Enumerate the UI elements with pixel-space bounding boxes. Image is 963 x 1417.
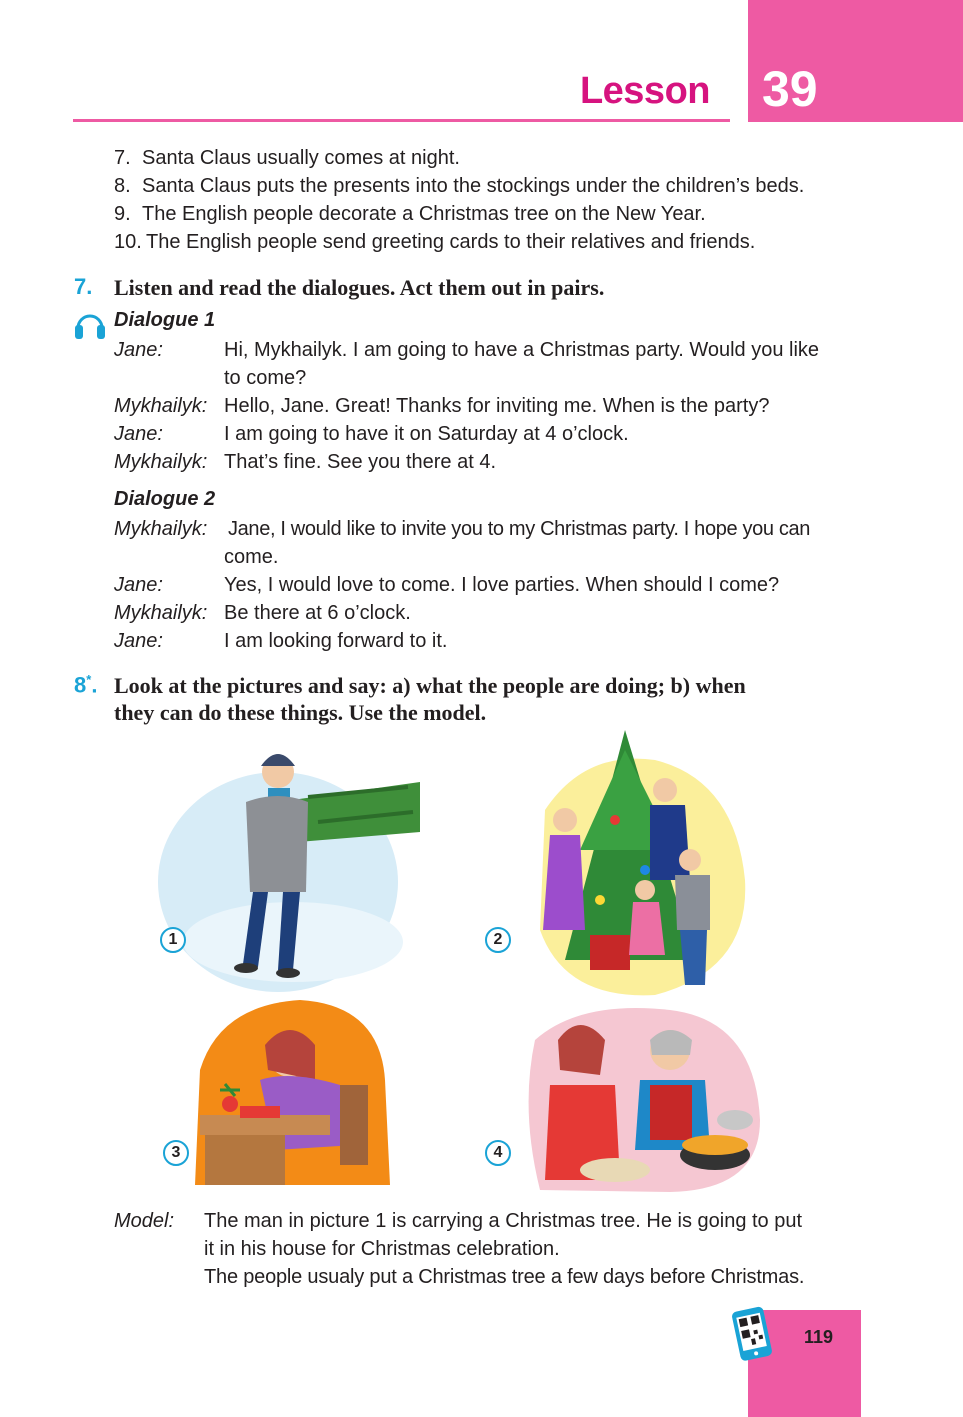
list-item: 10. The English people send greeting cards to their relatives and friends. xyxy=(114,231,756,253)
exercise-title: Look at the pictures and say: a) what the people are doing; b) when xyxy=(114,673,746,698)
picture-family-decorating-tree xyxy=(525,730,755,1000)
exercise-title-continuation: they can do these things. Use the model. xyxy=(114,700,487,725)
picture-women-cooking xyxy=(520,1000,765,1192)
speaker-label: Jane: xyxy=(114,423,163,445)
dialogue-line: Hi, Mykhailyk. I am going to have a Christmas party. Would you like xyxy=(224,339,820,361)
exercise-number: 7. xyxy=(74,274,93,299)
dialogue-line-continuation: come. xyxy=(224,546,279,568)
exercise-number: 8*. xyxy=(74,672,98,698)
dialogue-line: I am going to have it on Saturday at 4 o’clock. xyxy=(224,423,629,445)
lesson-label: Lesson xyxy=(579,70,710,112)
speaker-label: Jane: xyxy=(114,339,163,361)
model-text-continuation: it in his house for Christmas celebration. xyxy=(204,1238,560,1260)
header-divider xyxy=(73,119,730,122)
dialogue-line: Jane, I would like to invite you to my Christmas party. I hope you can xyxy=(228,518,811,540)
picture-badge-4: 4 xyxy=(485,1140,511,1166)
dialogue-line-continuation: to come? xyxy=(224,367,307,389)
list-item: 7. Santa Claus usually comes at night. xyxy=(114,147,460,169)
lesson-number: 39 xyxy=(762,61,818,117)
picture-badge-1: 1 xyxy=(160,927,186,953)
list-item: 9. The English people decorate a Christmas tree on the New Year. xyxy=(114,203,706,225)
list-item: 8. Santa Claus puts the presents into the stockings under the children’s beds. xyxy=(114,175,805,197)
dialogue-line: Be there at 6 o’clock. xyxy=(224,602,411,624)
dialogue-title: Dialogue 1 xyxy=(114,309,216,331)
picture-woman-writing-card xyxy=(180,1000,392,1185)
dialogue-line: Hello, Jane. Great! Thanks for inviting me. When is the party? xyxy=(224,395,770,417)
speaker-label: Mykhailyk: xyxy=(114,518,208,540)
dialogue-line: Yes, I would love to come. I love parties. When should I come? xyxy=(224,574,780,596)
model-text: The man in picture 1 is carrying a Christmas tree. He is going to put xyxy=(204,1210,803,1232)
headphones-icon xyxy=(73,308,107,340)
dialogue-line: I am looking forward to it. xyxy=(224,630,448,652)
exercise-title: Listen and read the dialogues. Act them out in pairs. xyxy=(114,275,605,300)
speaker-label: Jane: xyxy=(114,574,163,596)
dialogue-line: That’s fine. See you there at 4. xyxy=(224,451,497,473)
picture-badge-2: 2 xyxy=(485,927,511,953)
page-number: 119 xyxy=(804,1327,834,1347)
model-text-continuation: The people usualy put a Christmas tree a few days before Christmas. xyxy=(204,1266,805,1288)
speaker-label: Jane: xyxy=(114,630,163,652)
speaker-label: Mykhailyk: xyxy=(114,395,208,417)
dialogue-title: Dialogue 2 xyxy=(114,488,216,510)
picture-man-carrying-tree xyxy=(158,742,420,992)
model-label: Model: xyxy=(114,1210,175,1232)
speaker-label: Mykhailyk: xyxy=(114,451,208,473)
picture-badge-3: 3 xyxy=(163,1140,189,1166)
qr-phone-icon[interactable] xyxy=(728,1305,774,1363)
speaker-label: Mykhailyk: xyxy=(114,602,208,624)
